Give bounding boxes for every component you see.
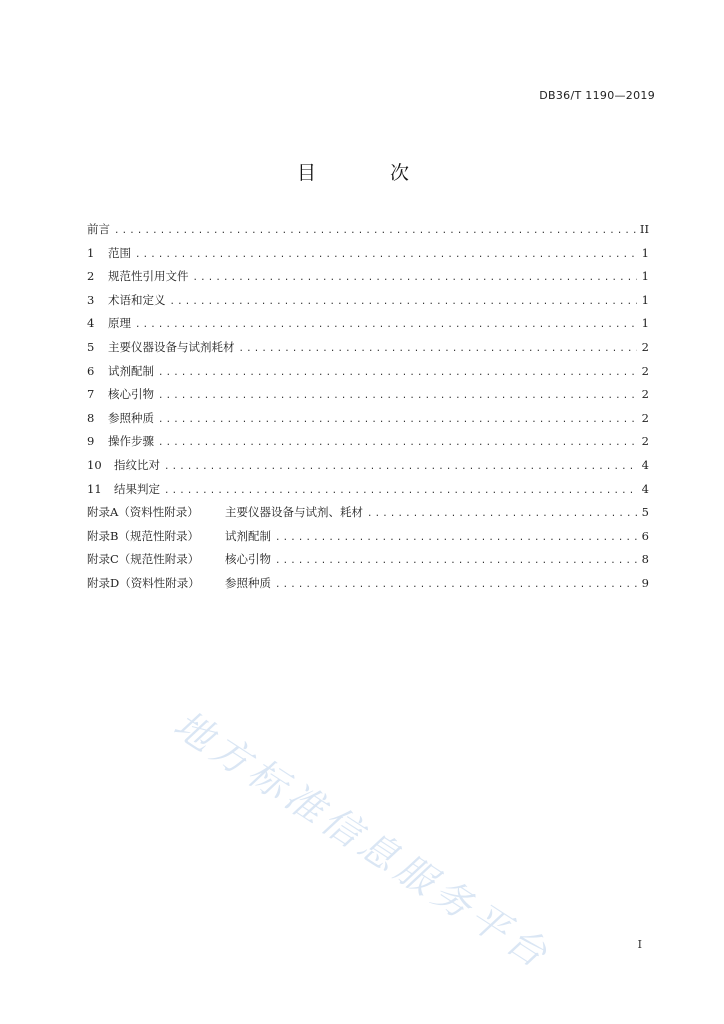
table-of-contents xyxy=(87,218,649,596)
toc-entry-10[interactable] xyxy=(87,454,649,478)
toc-leader-dots xyxy=(367,503,637,525)
toc-appendix-number: 附录A（资料性附录） xyxy=(87,505,199,520)
toc-label: 结果判定 xyxy=(114,481,160,496)
toc-leader-dots xyxy=(164,456,637,478)
toc-entry-appendix-d[interactable] xyxy=(87,572,649,596)
toc-label: 参照种质 xyxy=(108,410,154,425)
toc-page-number: 4 xyxy=(641,481,649,496)
toc-entry-4[interactable] xyxy=(87,312,649,336)
toc-entry-3[interactable] xyxy=(87,289,649,313)
toc-leader-dots xyxy=(275,527,637,549)
toc-page-number: II xyxy=(639,222,649,236)
toc-number: 10 xyxy=(87,457,102,472)
toc-page-number: 2 xyxy=(641,363,649,378)
toc-leader-dots xyxy=(170,291,638,313)
toc-leader-dots xyxy=(135,244,637,266)
toc-appendix-number: 附录C（规范性附录） xyxy=(87,552,200,567)
toc-number: 1 xyxy=(87,245,95,260)
toc-entry-8[interactable] xyxy=(87,407,649,431)
toc-leader-dots xyxy=(158,385,637,407)
toc-label: 试剂配制 xyxy=(225,528,271,543)
toc-number: 11 xyxy=(87,481,102,496)
toc-label: 前言 xyxy=(87,222,110,236)
toc-leader-dots xyxy=(239,338,638,360)
toc-number: 7 xyxy=(87,387,95,402)
footer-page-number: I xyxy=(637,938,642,951)
toc-page-number: 2 xyxy=(641,410,649,425)
toc-page-number: 2 xyxy=(641,339,649,354)
toc-leader-dots xyxy=(158,362,637,384)
toc-leader-dots xyxy=(114,220,636,242)
toc-page-number: 4 xyxy=(641,457,649,472)
toc-label: 主要仪器设备与试剂、耗材 xyxy=(225,505,363,520)
toc-page-number: 9 xyxy=(641,575,649,590)
toc-entry-6[interactable] xyxy=(87,360,649,384)
toc-number: 6 xyxy=(87,363,95,378)
toc-page-number: 1 xyxy=(641,292,649,307)
toc-page-number: 6 xyxy=(641,528,649,543)
toc-page-number: 2 xyxy=(641,387,649,402)
toc-page-number: 2 xyxy=(641,434,649,449)
toc-label: 原理 xyxy=(108,316,131,331)
toc-number: 8 xyxy=(87,410,95,425)
toc-entry-7[interactable] xyxy=(87,383,649,407)
toc-label: 规范性引用文件 xyxy=(108,269,189,284)
toc-page-number: 8 xyxy=(641,552,649,567)
toc-leader-dots xyxy=(275,550,637,572)
toc-label: 试剂配制 xyxy=(108,363,154,378)
toc-entry-appendix-a[interactable] xyxy=(87,501,649,525)
toc-entry-appendix-b[interactable] xyxy=(87,525,649,549)
toc-appendix-number: 附录B（规范性附录） xyxy=(87,528,199,543)
toc-label: 指纹比对 xyxy=(114,457,160,472)
toc-label: 主要仪器设备与试剂耗材 xyxy=(108,339,235,354)
toc-label: 范围 xyxy=(108,245,131,260)
toc-leader-dots xyxy=(275,574,637,596)
toc-entry-appendix-c[interactable] xyxy=(87,548,649,572)
toc-label: 核心引物 xyxy=(108,387,154,402)
toc-leader-dots xyxy=(158,409,637,431)
toc-entry-2[interactable] xyxy=(87,265,649,289)
toc-appendix-number: 附录D（资料性附录） xyxy=(87,575,200,590)
toc-number: 4 xyxy=(87,316,95,331)
toc-number: 3 xyxy=(87,292,95,307)
toc-label: 参照种质 xyxy=(225,575,271,590)
toc-page-number: 1 xyxy=(641,269,649,284)
watermark-text: 地方标准信息服务平台 xyxy=(166,701,560,979)
toc-leader-dots xyxy=(135,314,637,336)
toc-entry-1[interactable] xyxy=(87,242,649,266)
toc-leader-dots xyxy=(158,432,637,454)
document-code: DB36/T 1190—2019 xyxy=(539,89,655,102)
toc-number: 5 xyxy=(87,339,95,354)
toc-page-number: 1 xyxy=(641,316,649,331)
toc-number: 2 xyxy=(87,269,95,284)
toc-entry-11[interactable] xyxy=(87,478,649,502)
toc-entry-9[interactable] xyxy=(87,430,649,454)
toc-label: 术语和定义 xyxy=(108,292,166,307)
toc-page-number: 5 xyxy=(641,505,649,520)
page-title: 目 次 xyxy=(296,162,444,184)
toc-page-number: 1 xyxy=(641,245,649,260)
toc-number: 9 xyxy=(87,434,95,449)
toc-entry-5[interactable] xyxy=(87,336,649,360)
toc-entry-foreword[interactable] xyxy=(87,218,649,242)
toc-label: 核心引物 xyxy=(225,552,271,567)
toc-leader-dots xyxy=(164,480,637,502)
toc-label: 操作步骤 xyxy=(108,434,154,449)
toc-leader-dots xyxy=(193,267,638,289)
